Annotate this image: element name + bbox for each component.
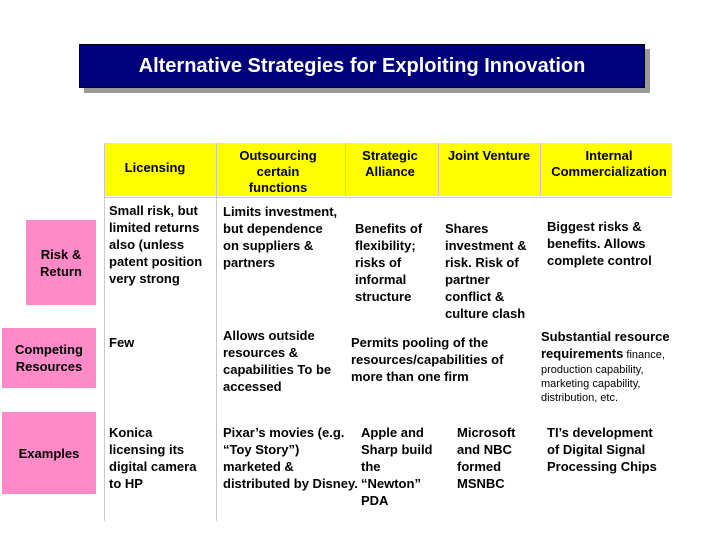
column-header-strategic-alliance: Strategic Alliance [362, 148, 418, 179]
row-label-competing-resources: Competing Resources [2, 328, 96, 388]
row-label-examples: Examples [2, 412, 96, 494]
risk-alliance-cell: Benefits of flexibility; risks of informal structure [355, 221, 423, 304]
column-divider [216, 143, 217, 521]
resources-internal-main: Substantial resource requirements [541, 329, 670, 361]
risk-internal-cell: Biggest risks & benefits. Allows complete control [547, 219, 652, 268]
resources-internal-inline: finance, [623, 349, 665, 361]
row-label-risk-return: Risk & Return [26, 220, 96, 305]
example-alliance-cell: Apple and Sharp build the “Newton” PDA [361, 425, 433, 508]
example-joint-venture-cell: Microsoft and NBC formed MSNBC [457, 425, 516, 491]
column-divider [104, 197, 672, 198]
resources-outsourcing-cell: Allows outside resources & capabilities To be accessed [223, 328, 332, 394]
resources-licensing-cell: Few [109, 335, 135, 350]
resources-alliance-jv-cell: Permits pooling of the resources/capabilities of more than one firm [351, 335, 504, 384]
risk-licensing-cell: Small risk, but limited returns also (unless patent position very strong [109, 203, 203, 286]
risk-joint-venture-cell: Shares investment & risk. Risk of partner conflict & culture clash [445, 221, 527, 321]
column-divider [104, 143, 105, 521]
column-divider [540, 143, 541, 196]
risk-outsourcing-cell: Limits investment, but dependence on suppliers & partners [223, 204, 338, 270]
example-internal-cell: TI’s development of Digital Signal Processing Chips [547, 425, 657, 474]
title-banner [79, 44, 645, 88]
column-divider [345, 143, 346, 196]
column-divider [438, 143, 439, 196]
example-outsourcing-cell: Pixar’s movies (e.g. “Toy Story”) marketed & distributed by Disney. [223, 425, 358, 491]
column-header-internal-commercialization: Internal Commercialization [551, 148, 667, 179]
resources-internal-detail: production capability, marketing capability, distribution, etc. [541, 364, 644, 404]
example-licensing-cell: Konica licensing its digital camera to HP [109, 425, 197, 491]
column-header-licensing: Licensing [124, 160, 186, 175]
page-title: Alternative Strategies for Exploiting Innovation [138, 54, 586, 77]
column-header-joint-venture: Joint Venture [447, 148, 531, 163]
resources-internal-cell [541, 328, 686, 405]
column-header-outsourcing: Outsourcing certain functions [239, 148, 317, 195]
